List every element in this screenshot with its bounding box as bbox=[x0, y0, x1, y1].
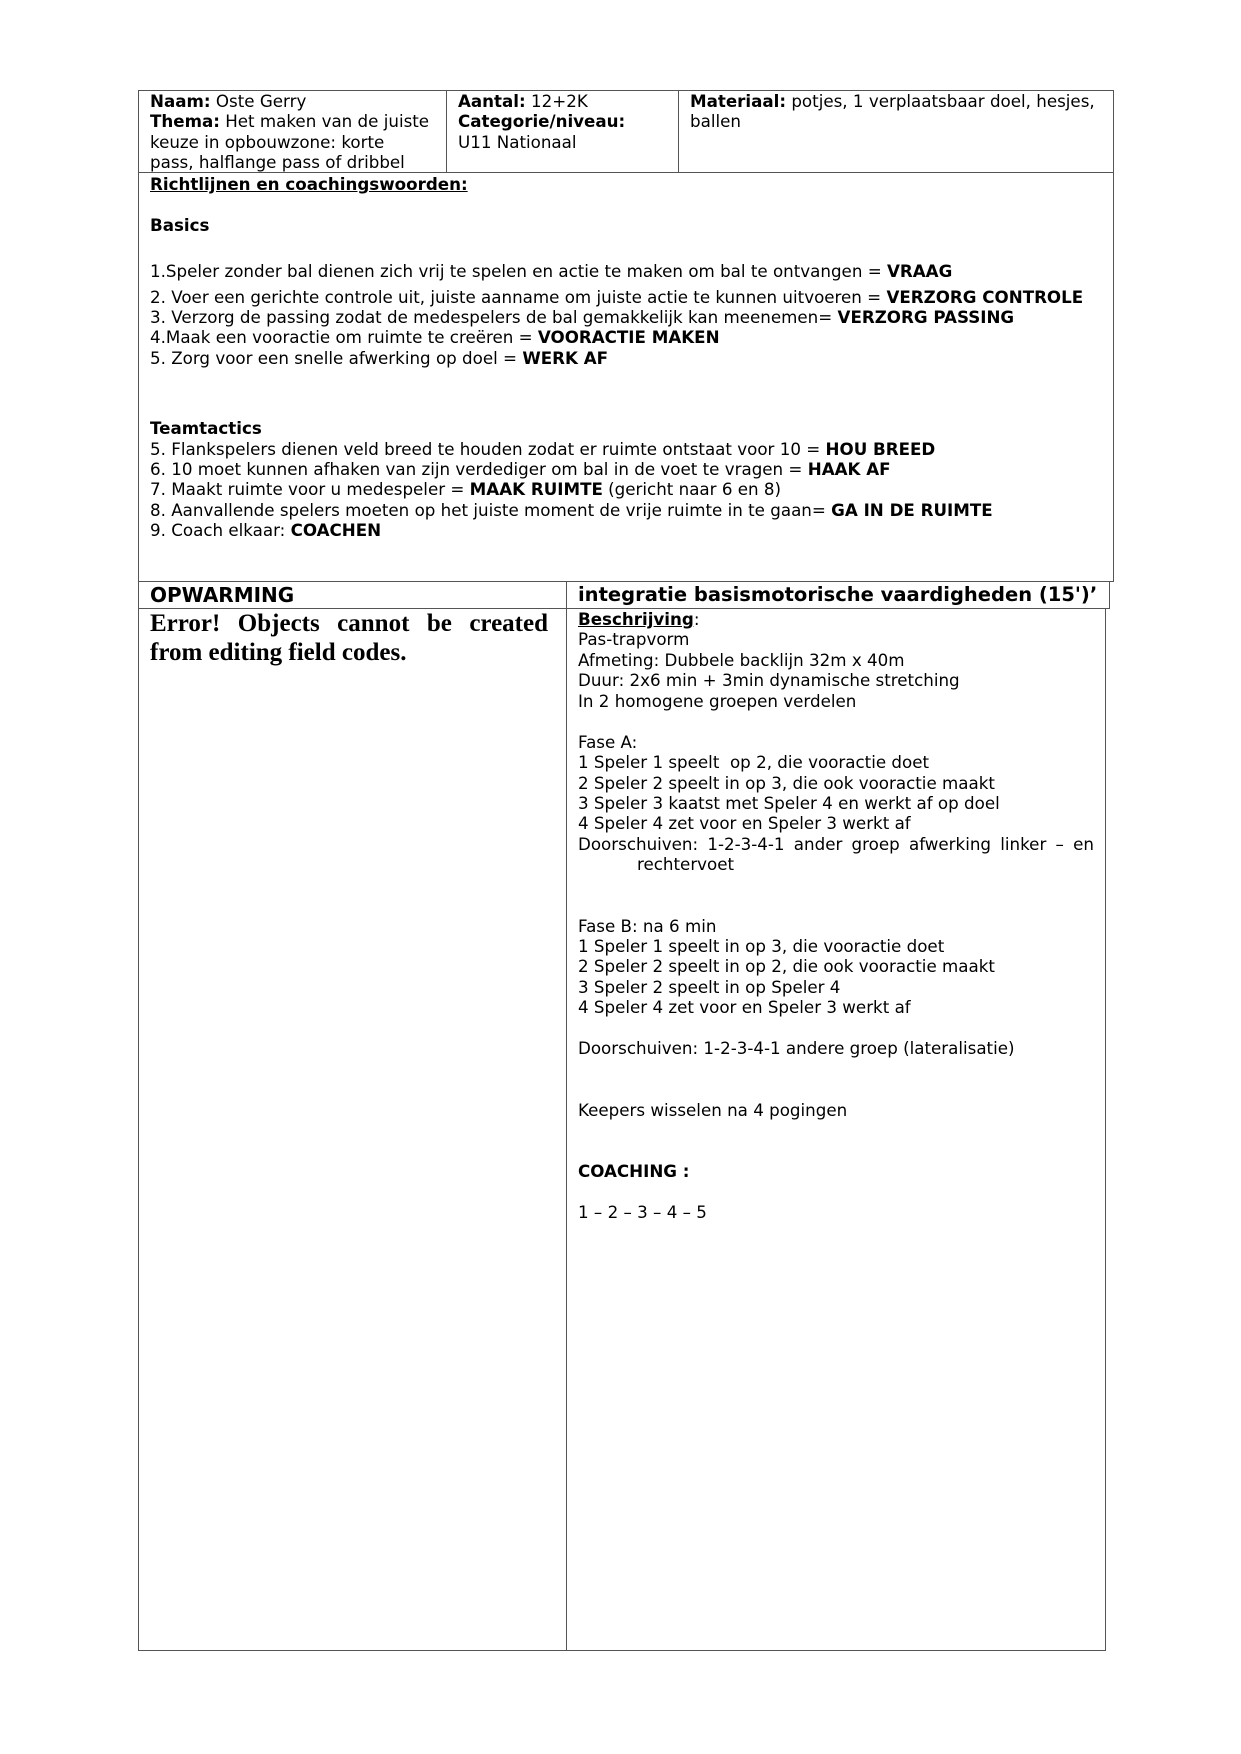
teamtactics-item-text: 5. Flankspelers dienen veld breed te houden zodat er ruimte ontstaat voor 10 = bbox=[150, 438, 826, 459]
blank-line bbox=[150, 235, 1105, 255]
materiaal-line-1 bbox=[690, 91, 1109, 111]
blank-line bbox=[578, 1120, 1094, 1140]
teamtactics-item-6 bbox=[150, 459, 1105, 479]
section-subtitle: integratie basismotorische vaardigheden (15')’ bbox=[578, 583, 1098, 606]
basics-item-text: 2. Voer een gerichte controle uit, juiste aanname om juiste actie te kunnen uitvoeren = bbox=[150, 286, 887, 307]
fase-b-step-4: 4 Speler 4 zet voor en Speler 3 werkt af bbox=[578, 997, 911, 1018]
blank-line bbox=[578, 1018, 1094, 1038]
naam-line bbox=[150, 91, 438, 111]
description-heading-colon: : bbox=[693, 609, 700, 629]
diagram-cell bbox=[138, 608, 567, 1651]
blank-line bbox=[578, 1140, 1094, 1160]
section-title: OPWARMING bbox=[150, 583, 295, 607]
basics-item-text: 3. Verzorg de passing zodat de medespelers de bal gemakkelijk kan meenemen= bbox=[150, 306, 838, 327]
fase-b-title: Fase B: na 6 min bbox=[578, 915, 717, 936]
thema-label: Thema: bbox=[150, 111, 220, 132]
teamtactics-item-text: 7. Maakt ruimte voor u medespeler = bbox=[150, 479, 470, 500]
description-heading-line bbox=[578, 609, 1094, 629]
materiaal-cell bbox=[678, 90, 1114, 173]
section-subtitle-cell bbox=[566, 581, 1110, 609]
diagram-error-message: Error! Objects cannot be created from editing field codes. bbox=[150, 610, 548, 666]
teamtactics-item-keyword: MAAK RUIMTE bbox=[469, 479, 603, 500]
aantal-label: Aantal: bbox=[458, 91, 526, 111]
coaching-label: COACHING : bbox=[578, 1160, 690, 1181]
teamtactics-item-5 bbox=[150, 439, 1105, 459]
thema-value-line-2: keuze in opbouwzone: korte bbox=[150, 131, 385, 152]
materiaal-value-line-1: potjes, 1 verplaatsbaar doel, hesjes, bbox=[791, 91, 1095, 111]
teamtactics-item-9 bbox=[150, 520, 1105, 540]
blank-line bbox=[578, 1079, 1094, 1099]
aantal-categorie-cell bbox=[446, 90, 679, 173]
blank-line bbox=[578, 1059, 1094, 1079]
blank-line bbox=[578, 711, 1094, 731]
guidelines-cell bbox=[138, 172, 1114, 582]
basics-item-keyword: VERZORG CONTROLE bbox=[886, 286, 1084, 307]
thema-line-1 bbox=[150, 111, 438, 131]
teamtactics-item-8 bbox=[150, 500, 1105, 520]
section-title-cell bbox=[138, 581, 567, 609]
basics-item-1 bbox=[150, 261, 1105, 281]
materiaal-value-line-2: ballen bbox=[690, 111, 741, 132]
guidelines-title: Richtlijnen en coachingswoorden: bbox=[150, 174, 468, 194]
teamtactics-item-text: 6. 10 moet kunnen afhaken van zijn verdediger om bal in de voet te vragen = bbox=[150, 458, 808, 479]
basics-item-4 bbox=[150, 327, 1105, 347]
fase-b-step-3: 3 Speler 2 speelt in op Speler 4 bbox=[578, 976, 841, 997]
fase-a-step-3: 3 Speler 3 kaatst met Speler 4 en werkt af op doel bbox=[578, 792, 1000, 813]
teamtactics-item-keyword: COACHEN bbox=[290, 520, 382, 541]
intro-line-3: Duur: 2x6 min + 3min dynamische stretching bbox=[578, 670, 960, 691]
fase-b-step-2: 2 Speler 2 speelt in op 2, die ook vooractie maakt bbox=[578, 956, 995, 977]
description-heading: Beschrijving bbox=[578, 609, 694, 629]
aantal-line bbox=[458, 91, 670, 111]
basics-item-5 bbox=[150, 348, 1105, 368]
basics-item-keyword: VERZORG PASSING bbox=[837, 306, 1015, 327]
basics-item-text: 5. Zorg voor een snelle afwerking op doel = bbox=[150, 347, 523, 368]
fase-b-step-1: 1 Speler 1 speelt in op 3, die vooractie doet bbox=[578, 936, 945, 957]
thema-value-line-3: pass, halflange pass of dribbel bbox=[150, 152, 405, 173]
basics-title: Basics bbox=[150, 214, 210, 235]
teamtactics-item-keyword: GA IN DE RUIMTE bbox=[831, 499, 993, 520]
teamtactics-item-text: 8. Aanvallende spelers moeten op het juiste moment de vrije ruimte in te gaan= bbox=[150, 499, 832, 520]
naam-value: Oste Gerry bbox=[215, 91, 307, 111]
aantal-value: 12+2K bbox=[531, 91, 588, 111]
basics-item-text: 4.Maak een vooractie om ruimte te creëren = bbox=[150, 327, 538, 348]
blank-line bbox=[578, 895, 1094, 915]
teamtactics-item-keyword: HAAK AF bbox=[807, 458, 891, 479]
intro-line-2: Afmeting: Dubbele backlijn 32m x 40m bbox=[578, 649, 905, 670]
basics-item-text: 1.Speler zonder bal dienen zich vrij te spelen en actie te maken om bal te ontvangen = bbox=[150, 260, 887, 281]
blank-gap bbox=[150, 368, 1105, 418]
description-cell bbox=[566, 608, 1106, 1651]
fase-a-step-2: 2 Speler 2 speelt in op 3, die ook vooractie maakt bbox=[578, 772, 995, 793]
keepers-note: Keepers wisselen na 4 pogingen bbox=[578, 1099, 848, 1120]
fase-b-rotation: Doorschuiven: 1-2-3-4-1 andere groep (lateralisatie) bbox=[578, 1038, 1015, 1059]
coaching-sequence: 1 – 2 – 3 – 4 – 5 bbox=[578, 1201, 707, 1222]
basics-item-keyword: VOORACTIE MAKEN bbox=[537, 327, 720, 348]
teamtactics-item-keyword: HOU BREED bbox=[825, 438, 936, 459]
basics-item-keyword: WERK AF bbox=[522, 347, 609, 368]
basics-item-3 bbox=[150, 307, 1105, 327]
basics-item-keyword: VRAAG bbox=[887, 260, 953, 281]
fase-a-rotation: Doorschuiven: 1-2-3-4-1 ander groep afwerking linker – en rechtervoet bbox=[578, 833, 1094, 875]
naam-thema-cell bbox=[138, 90, 447, 173]
blank-line bbox=[150, 194, 1105, 214]
teamtactics-item-text: 9. Coach elkaar: bbox=[150, 520, 291, 541]
fase-a-step-4: 4 Speler 4 zet voor en Speler 3 werkt af bbox=[578, 813, 911, 834]
categorie-value: U11 Nationaal bbox=[458, 131, 577, 152]
naam-label: Naam: bbox=[150, 91, 211, 111]
intro-line-1: Pas-trapvorm bbox=[578, 629, 690, 650]
intro-line-4: In 2 homogene groepen verdelen bbox=[578, 690, 857, 711]
teamtactics-title: Teamtactics bbox=[150, 418, 262, 439]
basics-item-2 bbox=[150, 287, 1105, 307]
thema-value-line-1: Het maken van de juiste bbox=[225, 111, 430, 132]
blank-line bbox=[578, 875, 1094, 895]
blank-line bbox=[578, 1181, 1094, 1201]
materiaal-label: Materiaal: bbox=[690, 91, 787, 111]
categorie-label: Categorie/niveau: bbox=[458, 111, 626, 132]
teamtactics-item-7 bbox=[150, 479, 1105, 499]
teamtactics-item-suffix: (gericht naar 6 en 8) bbox=[602, 479, 782, 500]
fase-a-title: Fase A: bbox=[578, 731, 638, 752]
fase-a-step-1: 1 Speler 1 speelt op 2, die vooractie doet bbox=[578, 752, 930, 773]
